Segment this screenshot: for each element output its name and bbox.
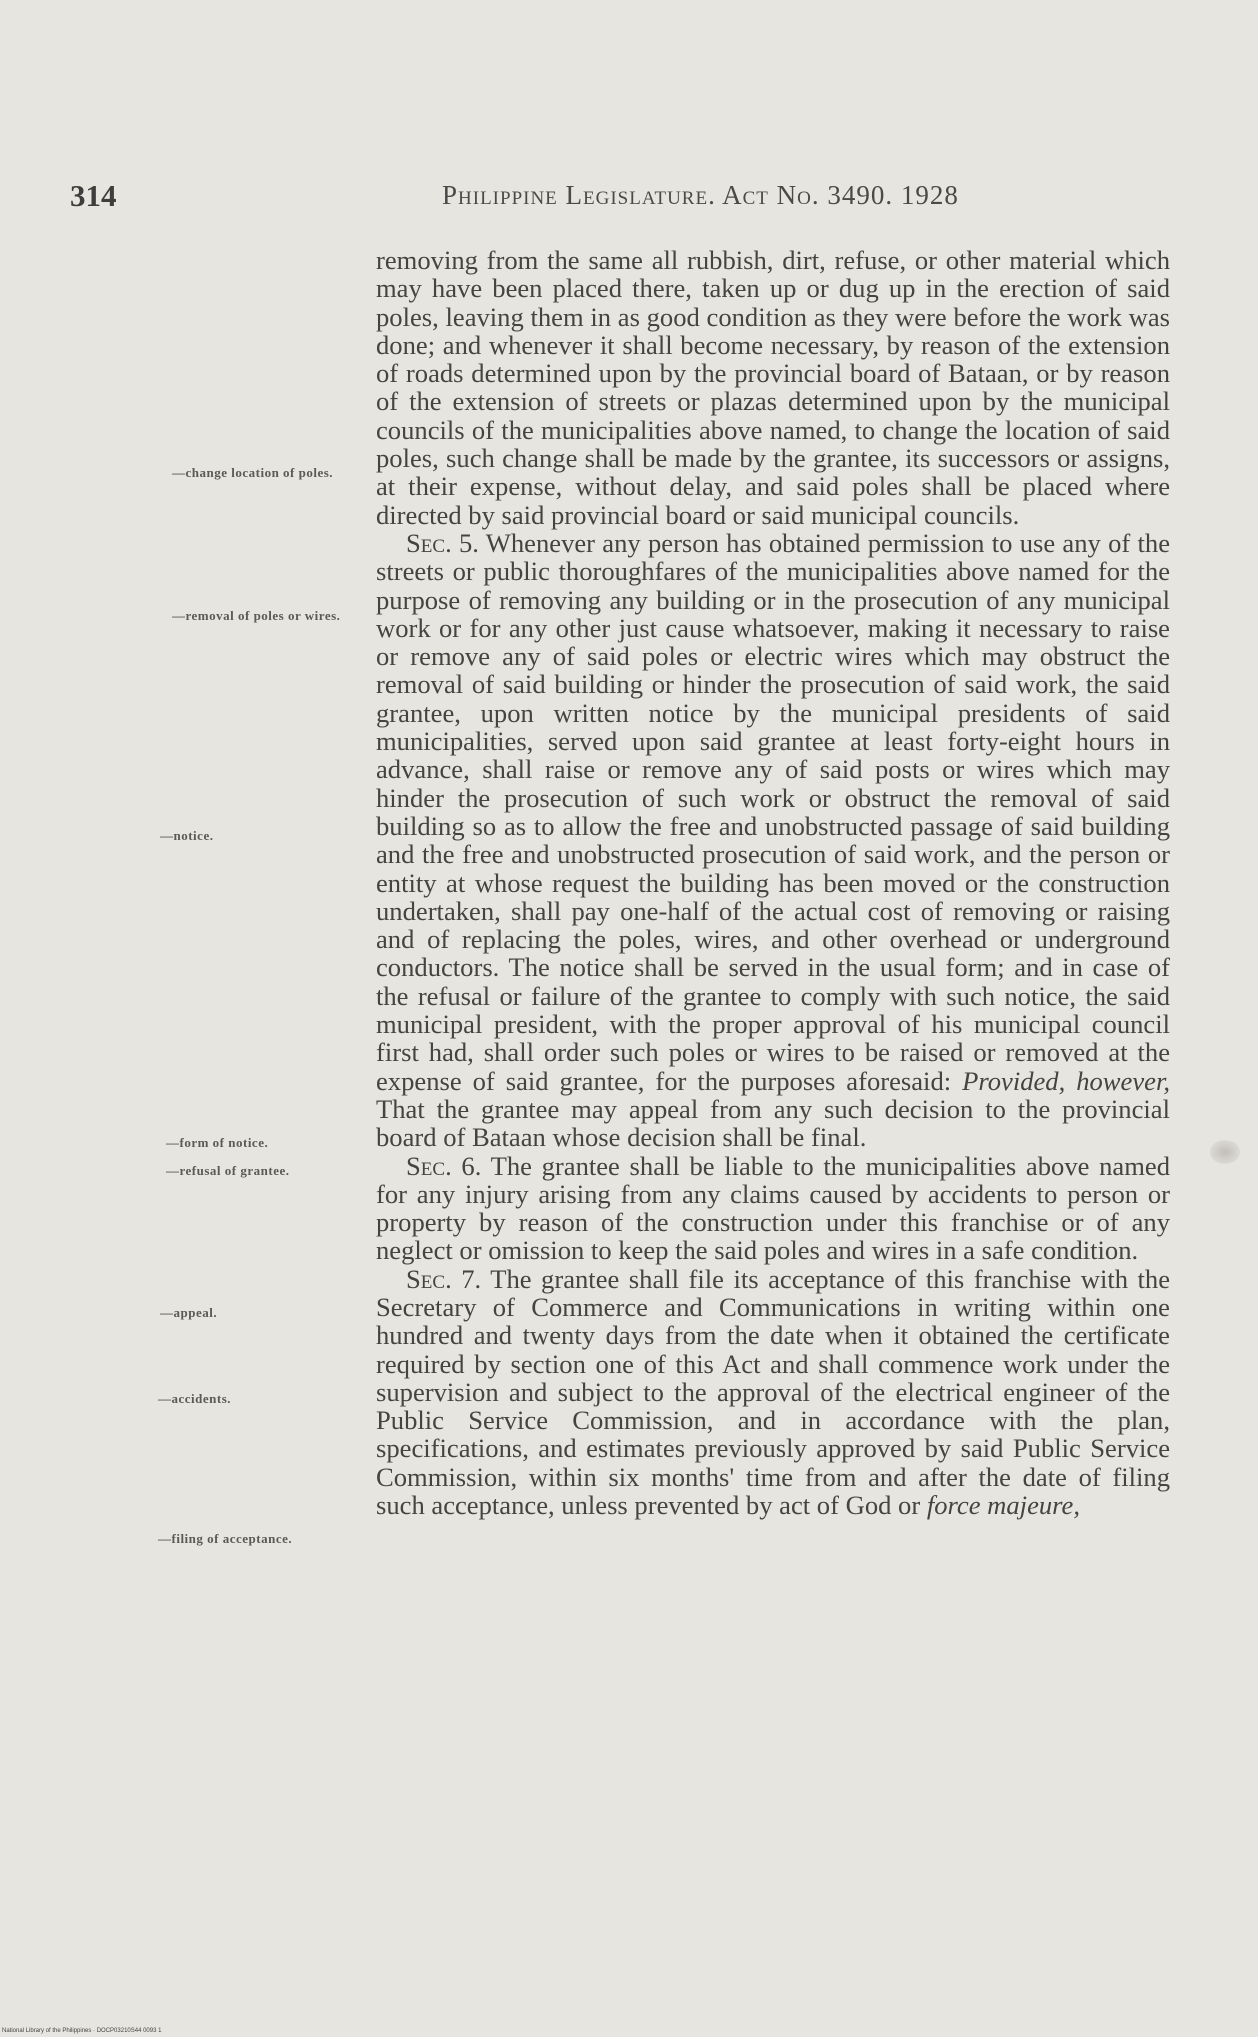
- page-number: 314: [70, 178, 117, 213]
- paper-smudge: [1210, 1140, 1240, 1164]
- italic-text: force majeure,: [926, 1490, 1080, 1521]
- margin-note-removal: —removal of poles or wires.: [172, 608, 341, 623]
- section-6: [376, 1152, 1170, 1265]
- margin-note-form-of-notice: —form of notice.: [166, 1135, 269, 1150]
- paragraph-continued: [376, 246, 1170, 529]
- section-text: The grantee shall file its acceptance of this franchise with the Secretary of Commerce and Communications in writing within one hundred and twenty days from the date when it obtained the certificate required by section one of this Act and shall commence work under the supervision and subject to the approval of the electrical engineer of the Public Service Commission, and in accordance with the plan, specifications, and estimates previously approved by said Public Service Commission, within six months' time from and after the date of filing such acceptance, unless prevented by act of God or: [376, 1263, 1171, 1521]
- proviso-text: Provided, however,: [962, 1065, 1170, 1096]
- running-head: Philippine Legislature. Act No. 3490. 1928: [442, 180, 959, 210]
- margin-note-filing: —filing of acceptance.: [158, 1531, 293, 1546]
- body-text: [376, 246, 1170, 1519]
- section-7: [376, 1265, 1170, 1520]
- margin-note-notice: —notice.: [160, 828, 214, 843]
- section-label: Sec. 6.: [406, 1150, 482, 1181]
- section-text: Whenever any person has obtained permission to use any of the streets or public thoroughfares of the municipalities above named for the purpose of removing any building or in the prosecution of any municipal work or for any other just cause whatsoever, making it necessary to raise or remove any of said poles or electric wires which may obstruct the removal of said building or hinder the prosecution of said work, the said grantee, upon written notice by the municipal presidents of said municipalities, served upon said grantee at least forty-eight hours in advance, shall raise or remove any of said posts or wires which may hinder the prosecution of such work or obstruct the removal of said building so as to allow the free and unobstructed passage of said building and the free and unobstructed prosecution of said work, and the person or entity at whose request the building has been moved or the construction undertaken, shall pay one-half of the actual cost of removing or raising and of replacing the poles, wires, and other overhead or underground conductors. The notice shall be served in the usual form; and in case of the refusal or failure of the grantee to comply with such notice, the said municipal president, with the proper approval of his municipal council first had, shall order such poles or wires to be raised or removed at the expense of said grantee, for the purposes aforesaid:: [376, 527, 1171, 1096]
- paragraph-text: removing from the same all rubbish, dirt, refuse, or other material which may have been placed there, taken up or dug up in the erection of said poles, leaving them in as good condition as they were before the work was done; and whenever it shall become necessary, by reason of the extension of roads determined upon by the provincial board of Bataan, or by reason of the extension of streets or plazas determined upon by the municipal councils of the municipalities above named, to change the location of said poles, such change shall be made by the grantee, its successors or assigns, at their expense, without delay, and said poles shall be placed where directed by said provincial board or said municipal councils.: [376, 245, 1170, 530]
- section-text: That the grantee may appeal from any such decision to the provincial board of Bataan whose decision shall be final.: [376, 1093, 1170, 1153]
- section-label: Sec. 7.: [406, 1263, 482, 1294]
- section-text: The grantee shall be liable to the municipalities above named for any injury arising from any claims caused by accidents to person or property by reason of the construction under this franchise or of any neglect or omission to keep the said poles and wires in a safe condition.: [376, 1150, 1171, 1266]
- section-label: Sec. 5.: [406, 527, 479, 558]
- section-5: [376, 529, 1170, 1152]
- margin-note-appeal: —appeal.: [160, 1305, 218, 1320]
- margin-note-refusal: —refusal of grantee.: [166, 1163, 290, 1178]
- margin-notes: [0, 0, 380, 2037]
- scan-credit: National Library of the Philippines · DOCP03210S44 0093 1: [2, 2028, 162, 2034]
- margin-note-change-location: —change location of poles.: [172, 465, 334, 480]
- margin-note-accidents: —accidents.: [158, 1391, 232, 1406]
